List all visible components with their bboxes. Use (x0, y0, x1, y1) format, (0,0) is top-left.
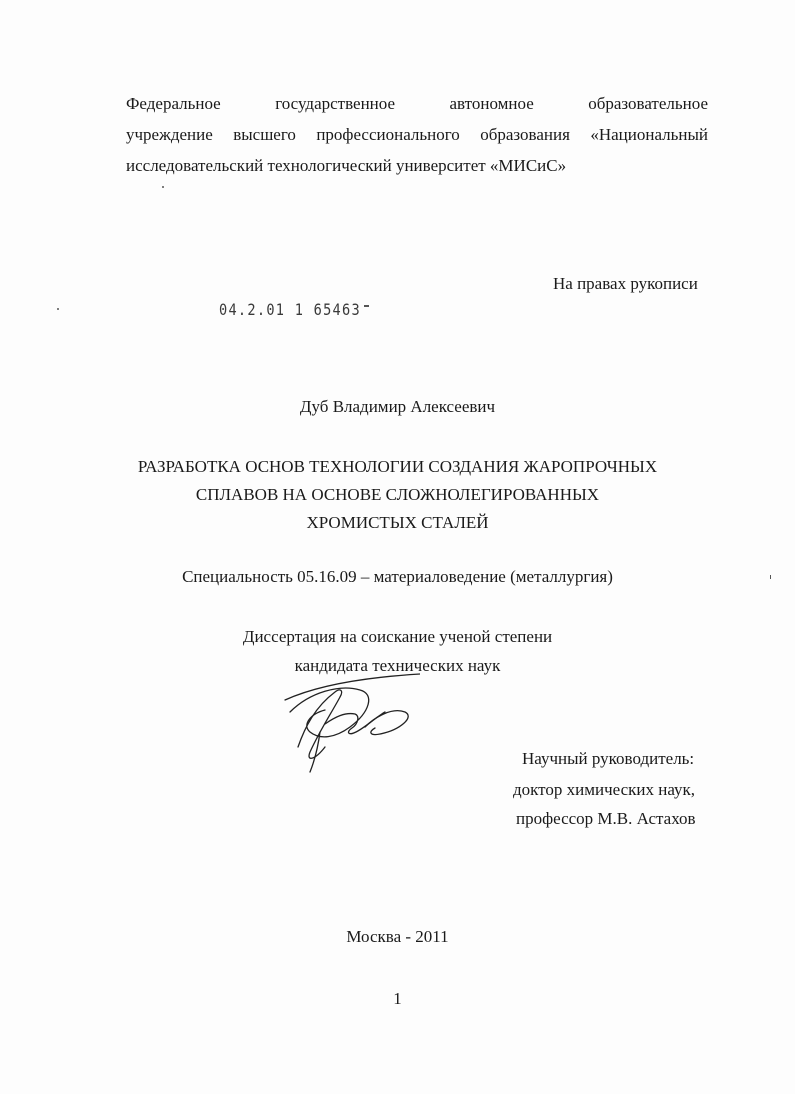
page-number: 1 (393, 989, 402, 1008)
dissertation-line-1: Диссертация на соискание ученой степени (242, 627, 553, 646)
supervisor-degree: доктор химических наук, (513, 780, 696, 799)
registration-stamp: 04.2.01 1 65463 (219, 300, 361, 319)
city-year: Москва - 2011 (346, 927, 449, 946)
title-line-2: СПЛАВОВ НА ОСНОВЕ СЛОЖНОЛЕГИРОВАННЫХ (195, 485, 600, 504)
dissertation-line-2: кандидата технических наук (294, 656, 501, 675)
scan-speck (162, 186, 164, 188)
scan-speck (364, 305, 369, 307)
scan-speck (57, 308, 59, 310)
institution-line-3: исследовательский технологический университет «МИСиС» (126, 156, 567, 175)
author-name: Дуб Владимир Алексеевич (299, 397, 496, 416)
scan-speck (770, 575, 771, 579)
title-line-3: ХРОМИСТЫХ СТАЛЕЙ (306, 513, 489, 532)
handwritten-signature (280, 672, 420, 777)
supervisor-name: профессор М.В. Астахов (516, 809, 696, 828)
manuscript-note: На правах рукописи (553, 274, 698, 293)
title-line-1: РАЗРАБОТКА ОСНОВ ТЕХНОЛОГИИ СОЗДАНИЯ ЖАРОПРОЧНЫХ (137, 457, 658, 476)
supervisor-label: Научный руководитель: (522, 749, 695, 768)
institution-line-2: учреждение высшего профессионального образования «Национальный (126, 125, 708, 144)
specialty-line: Специальность 05.16.09 – материаловедение (металлургия) (182, 567, 613, 586)
institution-line-1: Федеральное государственное автономное образовательное (126, 94, 708, 113)
